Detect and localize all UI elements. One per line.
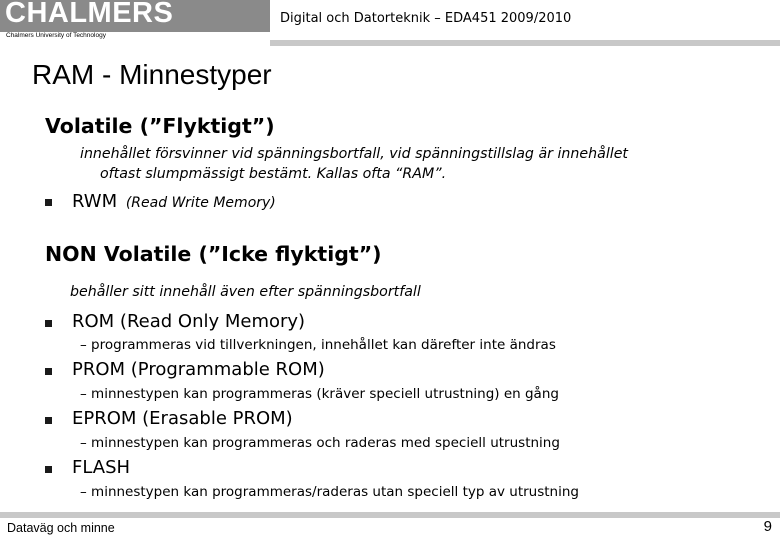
bullet-icon bbox=[45, 417, 52, 424]
bullet-icon bbox=[45, 199, 52, 206]
list-subitem-rom: – programmeras vid tillverkningen, innehållet kan därefter inte ändras bbox=[80, 337, 556, 353]
list-item-rwm bbox=[72, 191, 276, 212]
header-bar bbox=[0, 0, 780, 40]
footer-divider bbox=[0, 512, 780, 518]
list-subitem-prom: – minnestypen kan programmeras (kräver speciell utrustning) en gång bbox=[80, 386, 559, 402]
list-subitem-eprom: – minnestypen kan programmeras och raderas med speciell utrustning bbox=[80, 435, 560, 451]
list-item-label: RWM bbox=[72, 191, 118, 212]
bullet-icon bbox=[45, 368, 52, 375]
list-item-rom: ROM (Read Only Memory) bbox=[72, 311, 306, 332]
volatile-description-line1: innehållet försvinner vid spänningsbortfall, vid spänningstillslag är innehållet bbox=[80, 146, 628, 162]
chalmers-logo bbox=[0, 0, 270, 32]
volatile-heading: Volatile (”Flyktigt”) bbox=[45, 114, 275, 138]
bullet-icon bbox=[45, 466, 52, 473]
logo-wordmark: CHALMERS bbox=[5, 0, 174, 29]
list-item-prom: PROM (Programmable ROM) bbox=[72, 359, 325, 380]
footer-label: Dataväg och minne bbox=[7, 521, 115, 535]
page-number: 9 bbox=[763, 518, 772, 535]
bullet-icon bbox=[45, 320, 52, 327]
course-title: Digital och Datorteknik – EDA451 2009/2010 bbox=[280, 11, 572, 26]
list-item-eprom: EPROM (Erasable PROM) bbox=[72, 408, 293, 429]
list-subitem-flash: – minnestypen kan programmeras/raderas utan speciell typ av utrustning bbox=[80, 484, 579, 500]
volatile-description-line2: oftast slumpmässigt bestämt. Kallas ofta “RAM”. bbox=[100, 166, 447, 182]
non-volatile-heading: NON Volatile (”Icke flyktigt”) bbox=[45, 242, 382, 266]
list-item-flash: FLASH bbox=[72, 457, 131, 478]
slide-title: RAM - Minnestyper bbox=[32, 59, 272, 90]
logo-subtitle: Chalmers University of Technology bbox=[6, 32, 106, 39]
header-divider bbox=[270, 40, 780, 46]
list-item-note: (Read Write Memory) bbox=[125, 195, 276, 211]
non-volatile-description: behåller sitt innehåll även efter spänningsbortfall bbox=[70, 284, 421, 300]
